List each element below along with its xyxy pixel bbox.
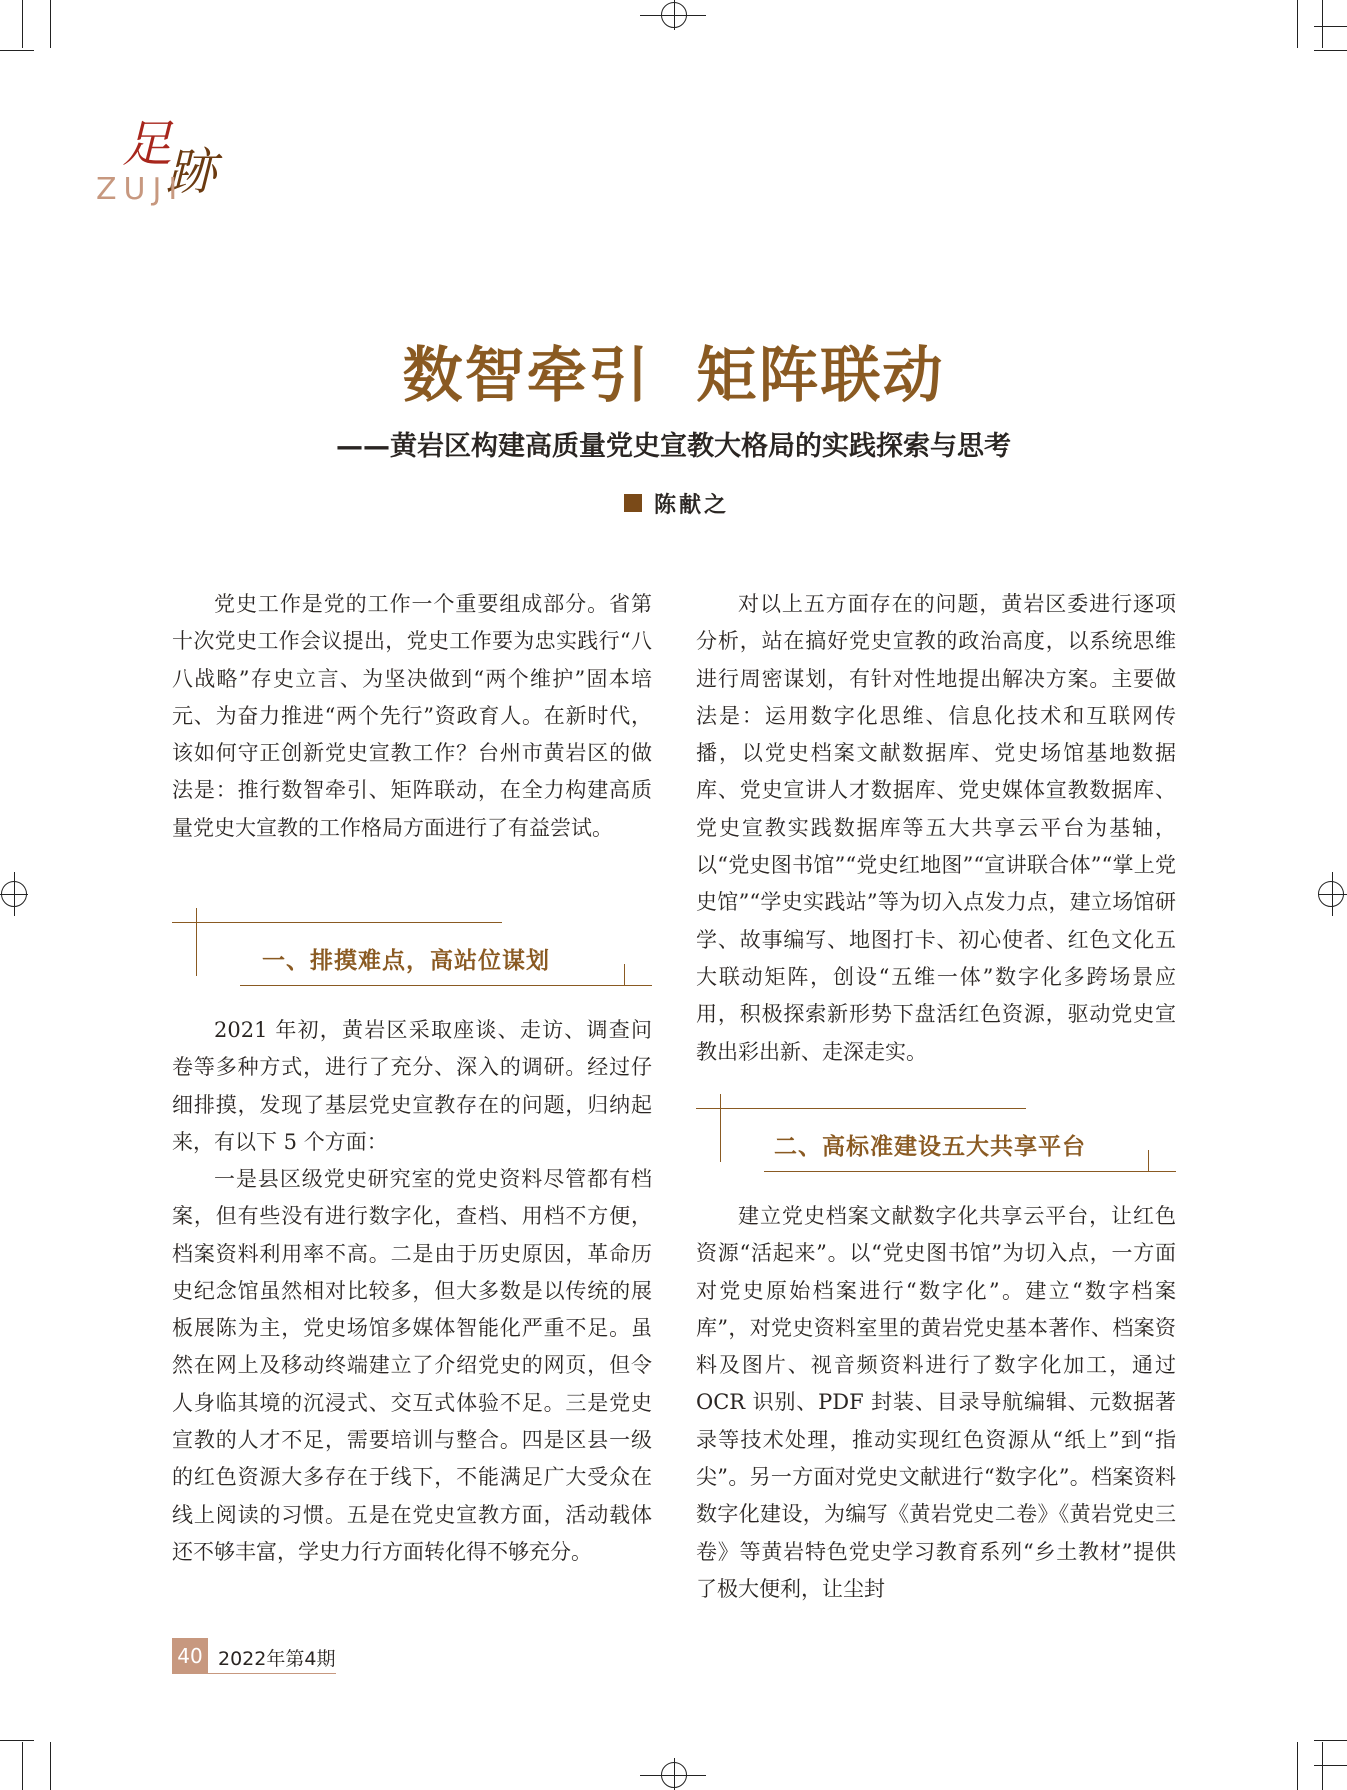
author-marker bbox=[624, 494, 642, 512]
article-subtitle: ——黄岩区构建高质量党史宣教大格局的实践探索与思考 bbox=[336, 431, 1011, 462]
issue-underline bbox=[208, 1673, 336, 1674]
issue-label: 2022年第4期 bbox=[218, 1648, 336, 1670]
column-logo-char-2: 跡 bbox=[166, 143, 216, 201]
section-1-title: 一、排摸难点，高站位谋划 bbox=[262, 948, 550, 974]
section-1-paragraph-1: 2021 年初，黄岩区采取座谈、走访、调查问卷等多种方式，进行了充分、深入的调研。经过仔细排摸，发现了基层党史宣教存在的问题，归纳起来，有以下 5 个方面： bbox=[172, 1018, 652, 1154]
article-title: 数智牵引 矩阵联动 bbox=[402, 341, 945, 411]
column-logo-text: ZUJI bbox=[96, 172, 185, 207]
right-paragraph-1: 对以上五方面存在的问题，黄岩区委进行逐项分析，站在搞好党史宣教的政治高度，以系统思维进行周密谋划，有针对性地提出解决方案。主要做法是：运用数字化思维、信息化技术和互联网传播，以党史档案文献数据库、党史场馆基地数据库、党史宣讲人才数据库、党史媒体宣教数据库、党史宣教实践数据库等五大共享云平台为基轴，以“党史图书馆”“党史红地图”“宣讲联合体”“掌上党史馆”“学史实践站”等为切入点发力点，建立场馆研学、故事编写、地图打卡、初心使者、红色文化五大联动矩阵，创设“五维一体”数字化多跨场景应用，积极探索新形势下盘活红色资源，驱动党史宣教出彩出新、走深走实。 bbox=[696, 592, 1176, 1064]
page-number: 40 bbox=[172, 1638, 208, 1674]
column-logo-char-1: 足 bbox=[122, 115, 172, 173]
section-2-title: 二、高标准建设五大共享平台 bbox=[774, 1134, 1086, 1160]
right-paragraph-2: 建立党史档案文献数字化共享云平台，让红色资源“活起来”。以“党史图书馆”为切入点，一方面对党史原始档案进行“数字化”。建立“数字档案库”，对党史资料室里的黄岩党史基本著作、档案资料及图片、视音频资料进行了数字化加工，通过 OCR 识别、PDF 封装、目录导航编辑、元数据著录等技术处理，推动实现红色资源从“纸上”到“指尖”。另一方面对党史文献进行“数字化”。档案资料数字化建设，为编写《黄岩党史二卷》《黄岩党史三卷》等黄岩特色党史学习教育系列“乡土教材”提供了极大便利，让尘封 bbox=[696, 1204, 1176, 1601]
article-author: 陈献之 bbox=[654, 492, 730, 518]
section-1-paragraph-2: 一是县区级党史研究室的党史资料尽管都有档案，但有些没有进行数字化，查档、用档不方便，档案资料利用率不高。二是由于历史原因，革命历史纪念馆虽然相对比较多，但大多数是以传统的展板展陈为主，党史场馆多媒体智能化严重不足。虽然在网上及移动终端建立了介绍党史的网页，但令人身临其境的沉浸式、交互式体验不足。三是党史宣教的人才不足，需要培训与整合。四是区县一级的红色资源大多存在于线下，不能满足广大受众在线上阅读的习惯。五是在党史宣教方面，活动载体还不够丰富，学史力行方面转化得不够充分。 bbox=[172, 1167, 652, 1564]
intro-paragraph: 党史工作是党的工作一个重要组成部分。省第十次党史工作会议提出，党史工作要为忠实践行“八八战略”存史立言、为坚决做到“两个维护”固本培元、为奋力推进“两个先行”资政育人。在新时代，该如何守正创新党史宣教工作？台州市黄岩区的做法是：推行数智牵引、矩阵联动，在全力构建高质量党史大宣教的工作格局方面进行了有益尝试。 bbox=[172, 592, 652, 840]
